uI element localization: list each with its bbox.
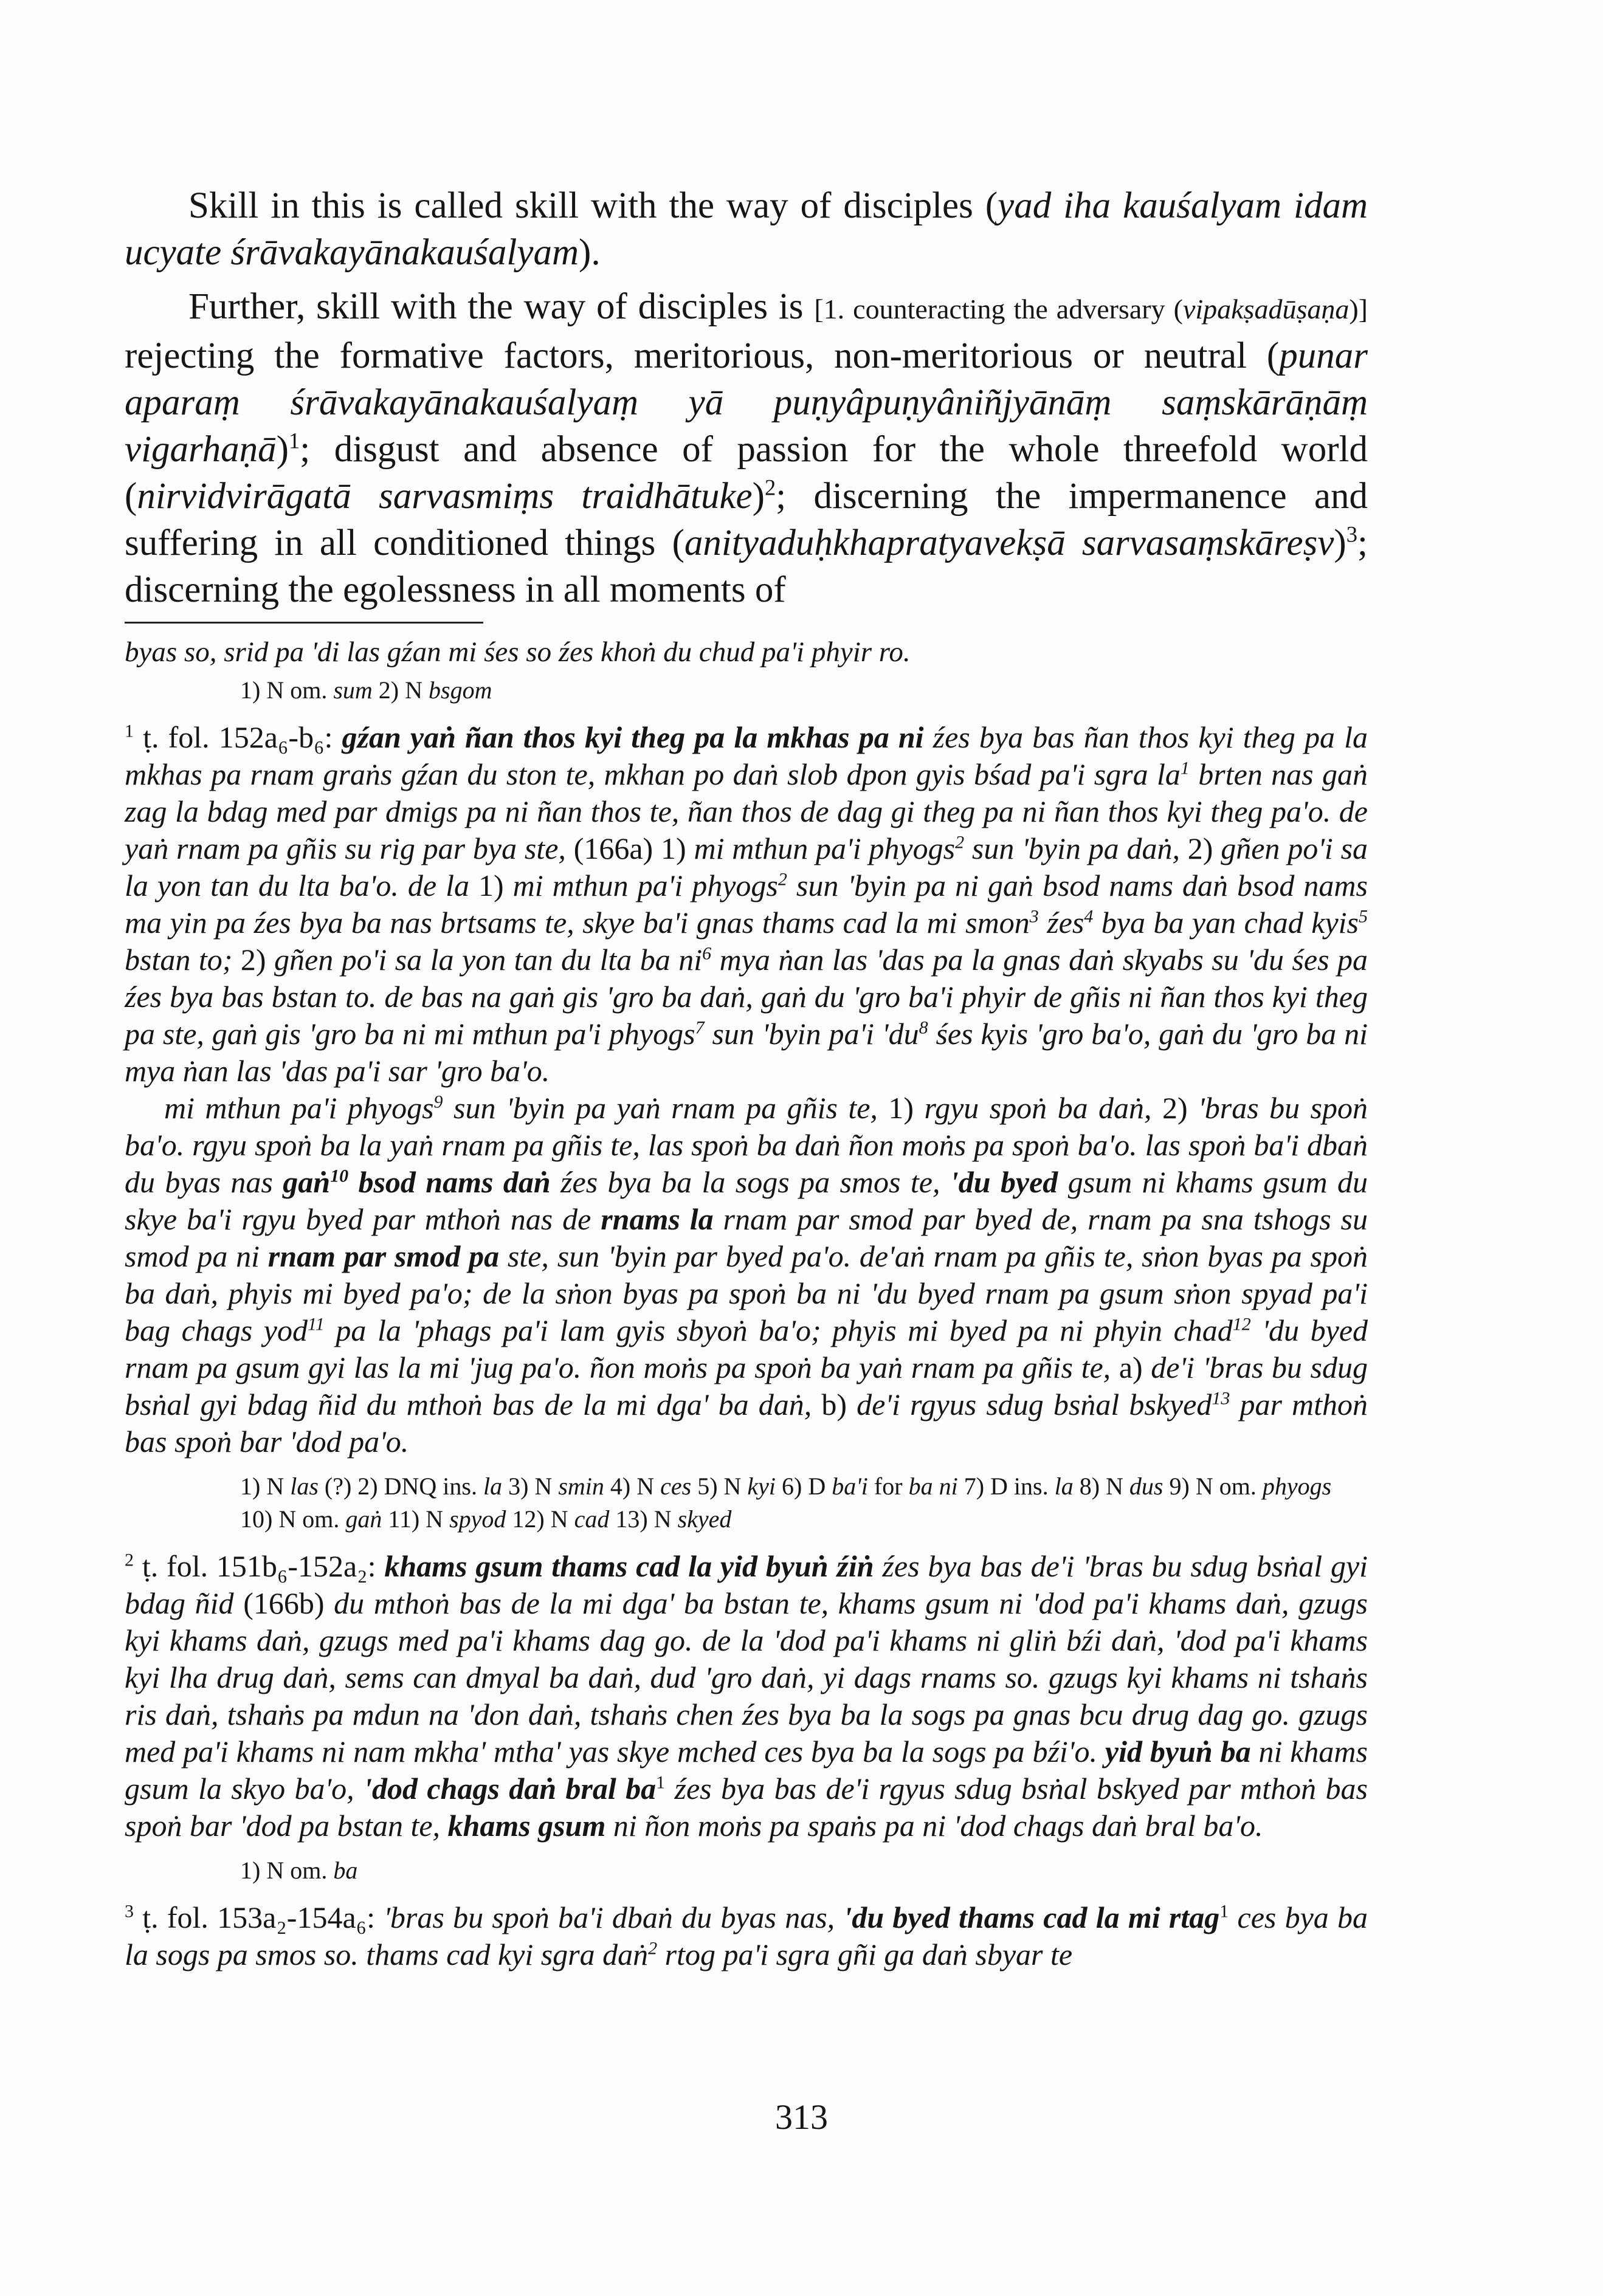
page-number: 313 xyxy=(775,2097,828,2137)
footnote-2-variants: 1) N om. ba xyxy=(240,1857,358,1884)
footnote-1: $^1$ ṭ. fol. 152a₆-b₆: gźan yaṅ ñan thos kyi theg pa la mkhas pa ni źes bya bas ñan thos kyi theg pa la mkhas pa rnam graṅs gźan du ston te, mkhan po daṅ slob dpon gyis bśad pa'i sgra $la^1$ brten nas gaṅ zag la bdag med par dmigs pa ni ñan thos te, ñan thos de dag gi theg pa ni ñan thos kyi theg pa'o. de yaṅ rnam pa gñis su rig par bya ste, (166a) 1) mi mthun pa'i phyogs$^2$ sun 'byin pa daṅ, 2) gñen po'i sa la yon tan du lta ba'o. de la 1) mi mthun pa'i phyogs$^2$ sun 'byin pa ni gaṅ bsod nams daṅ bsod nams ma yin pa źes bya ba nas brtsams te, skye ba'i gnas thams cad la mi smon$^3$ źes$^4$ bya ba yan chad kyis$^5$ bstan to; 2) gñen po'i sa la yon tan du lta ba $ni^6$ mya ṅan las 'das pa la gnas daṅ skyabs su 'du śes pa źes bya bas bstan to. de bas na gaṅ gis 'gro ba daṅ, gaṅ du 'gro ba'i phyir de gñis ni ñan thos kyi theg pa ste, gaṅ gis 'gro ba ni mi mthun pa'i phyogs$^7$ sun 'byin pa'i '$du^8$ śes kyis 'gro ba'o, gaṅ du 'gro ba ni mya ṅan las 'das pa'i sar 'gro ba'o. mi mthun pa'i phyogs$^9$ sun 'byin pa yaṅ rnam pa gñis te, 1) rgyu spoṅ ba daṅ, 2) 'bras bu spoṅ ba'o. rgyu spoṅ ba la yaṅ rnam pa gñis te, las spoṅ ba daṅ ñon moṅs pa spoṅ ba'o. las spoṅ ba'i dbaṅ du byas nas gaṅ$^{10}$ bsod nams daṅ źes bya ba la sogs pa smos te, 'du byed gsum ni khams gsum du skye ba'i rgyu byed par mthoṅ nas de rnams la rnam par smod par byed de, rnam pa sna tshogs su smod pa ni rnam par smod pa ste, sun 'byin par byed pa'o. de'aṅ rnam pa gñis te, sṅon byas pa spoṅ ba daṅ, phyis mi byed pa'o; de la sṅon byas pa spoṅ ba ni 'du byed rnam pa gsum sṅon spyad pa'i bag chags yod$^{11}$ pa la 'phags pa'i lam gyis sbyoṅ ba'o; phyis mi byed pa ni phyin chad$^{12}$ 'du byed rnam pa gsum gyi las la mi 'jug pa'o. ñon moṅs pa spoṅ ba yaṅ rnam pa gñis te, a) de'i 'bras bu sdug bsṅal gyi bdag ñid du mthoṅ bas de la mi dga' ba daṅ, b) de'i rgyus sdug bsṅal bskyed$^{13}$ par mthoṅ bas spoṅ bar 'dod pa'o. xyxy=(125,720,1368,1459)
footnote-continuation-variants: 1) N om. sum 2) N bsgom xyxy=(240,676,492,704)
main-text xyxy=(125,182,1368,613)
paragraph-2: Further, skill with the way of disciples is [1. counteracting the adversary (vipakṣadūṣaṇa)] rejecting the formative factors, meritorious, non-meritorious or neutral (punar aparaṃ śrāvakayānakauśalyaṃ yā puṇyâpuṇyâniñjyānāṃ saṃskārāṇāṃ vigarhaṇā)$^1$; disgust and absence of passion for the whole threefold world (nirvidvirāgatā sarvasmiṃs traidhātuke)$^2$; discerning the impermanence and suffering in all conditioned things (anityaduḥkhapratyavekṣā sarvasaṃskāreṣv)$^3$; discerning the egolessness in all moments of xyxy=(125,286,1368,610)
footnote-continuation: byas so, srid pa 'di las gźan mi śes so źes khoṅ du chud pa'i phyir ro. xyxy=(125,636,911,668)
footnote-1-variants: 1) N las (?) 2) DNQ ins. la 3) N smin 4) N ces 5) N kyi 6) D ba'i for ba ni 7) D ins. la 8) N dus 9) N om. phyogs 10) N om. gaṅ 11) N spyod 12) N cad 13) N skyed xyxy=(240,1473,1332,1533)
page xyxy=(125,182,1368,1973)
footnote-2-ref: ṭ. fol. 151b₆-152a₂: xyxy=(142,1549,376,1583)
paragraph-1: Skill in this is called skill with the way of disciples (yad iha kauśalyam idam ucyate śrāvakayānakauśalyam). xyxy=(125,185,1368,273)
footnote-rule xyxy=(125,622,483,624)
footnote-3-ref: ṭ. fol. 153a₂-154a₆: xyxy=(142,1900,375,1934)
footnote-1-ref: ṭ. fol. 152a₆-b₆: xyxy=(143,720,333,754)
footnote-3: $^3$ ṭ. fol. 153a₂-154a₆: 'bras bu spoṅ ba'i dbaṅ du byas nas, 'du byed thams cad la mi rtag$^1$ ces bya ba la sogs pa smos so. thams cad kyi sgra daṅ$^2$ rtog pa'i sgra gñi ga daṅ sbyar te xyxy=(125,1900,1368,1971)
footnote-2: $^2$ ṭ. fol. 151b₆-152a₂: khams gsum thams cad la yid byuṅ źiṅ źes bya bas de'i 'bras bu sdug bsṅal gyi bdag ñid (166b) du mthoṅ bas de la mi dga' ba bstan te, khams gsum ni 'dod pa'i khams daṅ, gzugs kyi khams daṅ, gzugs med pa'i khams dag go. de la 'dod pa'i khams ni gliṅ bźi daṅ, 'dod pa'i khams kyi lha drug daṅ, sems can dmyal ba daṅ, dud 'gro daṅ, yi dags rnams so. gzugs kyi khams ni tshaṅs ris daṅ, tshaṅs pa mdun na 'don daṅ, tshaṅs chen źes bya ba la sogs pa gnas bcu drug dag go. gzugs med pa'i khams ni nam mkha' mtha' yas skye mched ces bya ba la sogs pa bźi'o. yid byuṅ ba ni khams gsum la skyo ba'o, 'dod chags daṅ bral $ba^1$ źes bya bas de'i rgyus sdug bsṅal bskyed par mthoṅ bas spoṅ bar 'dod pa bstan te, khams gsum ni ñon moṅs pa spaṅs pa ni 'dod chags daṅ bral ba'o. xyxy=(125,1549,1368,1843)
